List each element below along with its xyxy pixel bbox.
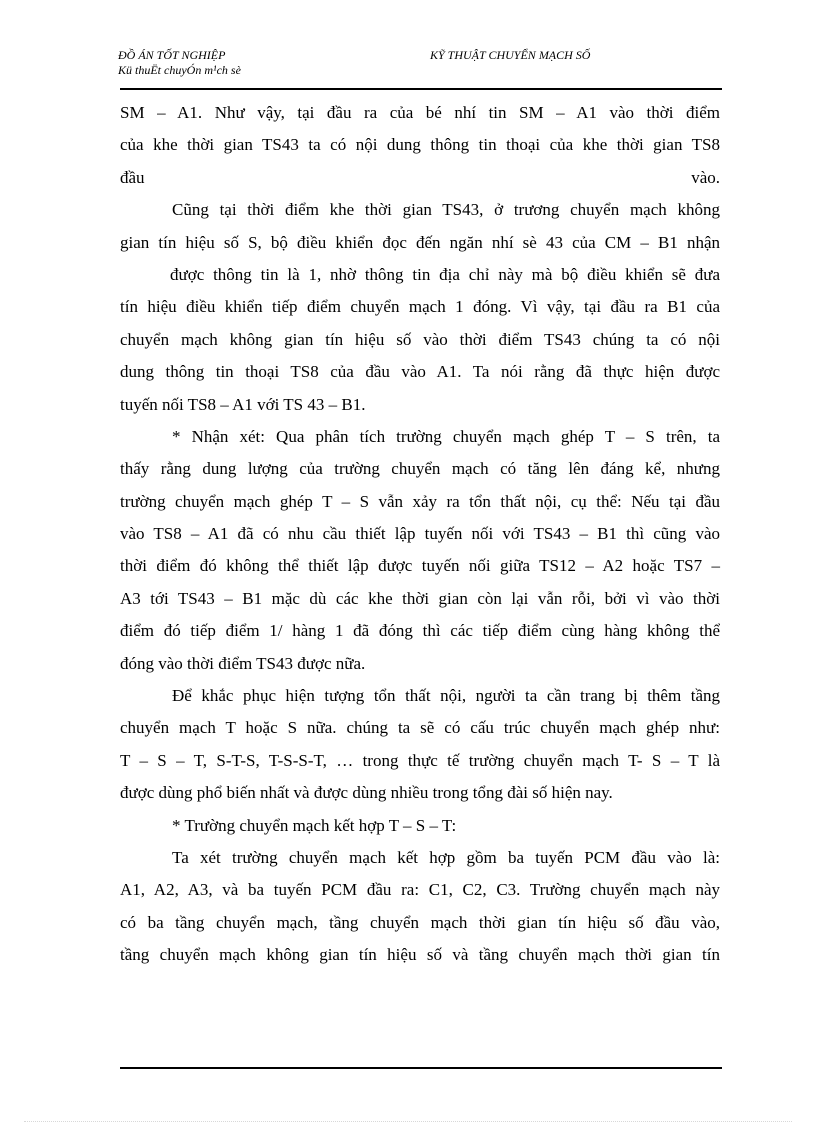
footer-rule [120,1067,722,1069]
text-line: chuyển mạch T hoặc S nữa. chúng ta sẽ có cấu trúc chuyển mạch ghép như: [120,718,720,738]
text-line: A3 tới TS43 – B1 mặc dù các khe thời gian còn lại vẫn rỗi, bởi vì vào thời [120,588,720,608]
text-line: A1, A2, A3, và ba tuyến PCM đầu ra: C1, C2, C3. Trường chuyển mạch này [120,880,720,900]
text-line: được dùng phổ biến nhất và được dùng nhiều trong tổng đài số hiện nay. [120,783,613,803]
text-line: * Nhận xét: Qua phân tích trường chuyển mạch ghép T – S trên, ta [172,426,720,446]
text-line: tín hiệu điều khiển tiếp điểm chuyển mạch 1 đóng. Vì vậy, tại đầu ra B1 của [120,297,720,317]
text-line: T – S – T, S-T-S, T-S-S-T, … trong thực tế trường chuyển mạch T- S – T là [120,750,720,770]
header-rule [120,88,722,90]
text-line: điểm đó tiếp điểm 1/ hàng 1 đã đóng thì các tiếp điểm cùng hàng không thể [120,621,720,641]
text-line: gian tín hiệu số S, bộ điều khiển đọc đến ngăn nhí sè 43 của CM – B1 nhận [120,232,720,252]
text-line: tầng chuyển mạch không gian tín hiệu số và tầng chuyển mạch thời gian tín [120,945,720,965]
text-line: Cũng tại thời điểm khe thời gian TS43, ở trương chuyển mạch không [172,200,720,220]
subject-label: Kü thuËt chuyÓn m¹ch sè [118,63,241,77]
text-line: đầu vào. [120,167,720,187]
header-title: KỸ THUẬT CHUYỂN MẠCH SỐ [430,48,591,62]
text-line: tuyến nối TS8 – A1 với TS 43 – B1. [120,394,366,414]
thesis-label: ĐỒ ÁN TỐT NGHIỆP [118,48,226,62]
document-body [120,97,720,972]
header-left [118,48,241,78]
text-line: trường chuyển mạch ghép T – S vẫn xảy ra tổn thất nội, cụ thể: Nếu tại đầu [120,491,720,511]
text-line: có ba tầng chuyển mạch, tầng chuyển mạch thời gian tín hiệu số đầu vào, [120,912,720,932]
text-line: được thông tin là 1, nhờ thông tin địa chỉ này mà bộ điều khiển sẽ đưa [170,264,720,284]
text-line: dung thông tin thoại TS8 của đầu vào A1. Ta nói rằng đã thực hiện được [120,362,720,382]
text-line: vào TS8 – A1 đã có nhu cầu thiết lập tuyến nối với TS43 – B1 thì cũng vào [120,524,720,544]
text-line: * Trường chuyển mạch kết hợp T – S – T: [172,815,457,835]
text-line: Để khắc phục hiện tượng tổn thất nội, người ta cần trang bị thêm tầng [172,686,720,706]
text-line: đóng vào thời điểm TS43 được nữa. [120,653,366,673]
text-line: của khe thời gian TS43 ta có nội dung thông tin thoại của khe thời gian TS8 [120,135,720,155]
text-line: Ta xét trường chuyển mạch kết hợp gồm ba tuyến PCM đầu vào là: [172,847,720,867]
text-line: SM – A1. Như vậy, tại đầu ra của bé nhí tin SM – A1 vào thời điểm [120,103,720,122]
text-line: thấy rằng dung lượng của trường chuyển mạch có tăng lên đáng kể, nhưng [120,459,720,479]
text-line: thời điểm đó không thể thiết lập được tuyến nối giữa TS12 – A2 hoặc TS7 – [120,556,720,576]
text-line: chuyển mạch không gian tín hiệu số vào thời điểm TS43 chúng ta có nội [120,329,720,349]
page-edge-dots [24,1121,792,1122]
